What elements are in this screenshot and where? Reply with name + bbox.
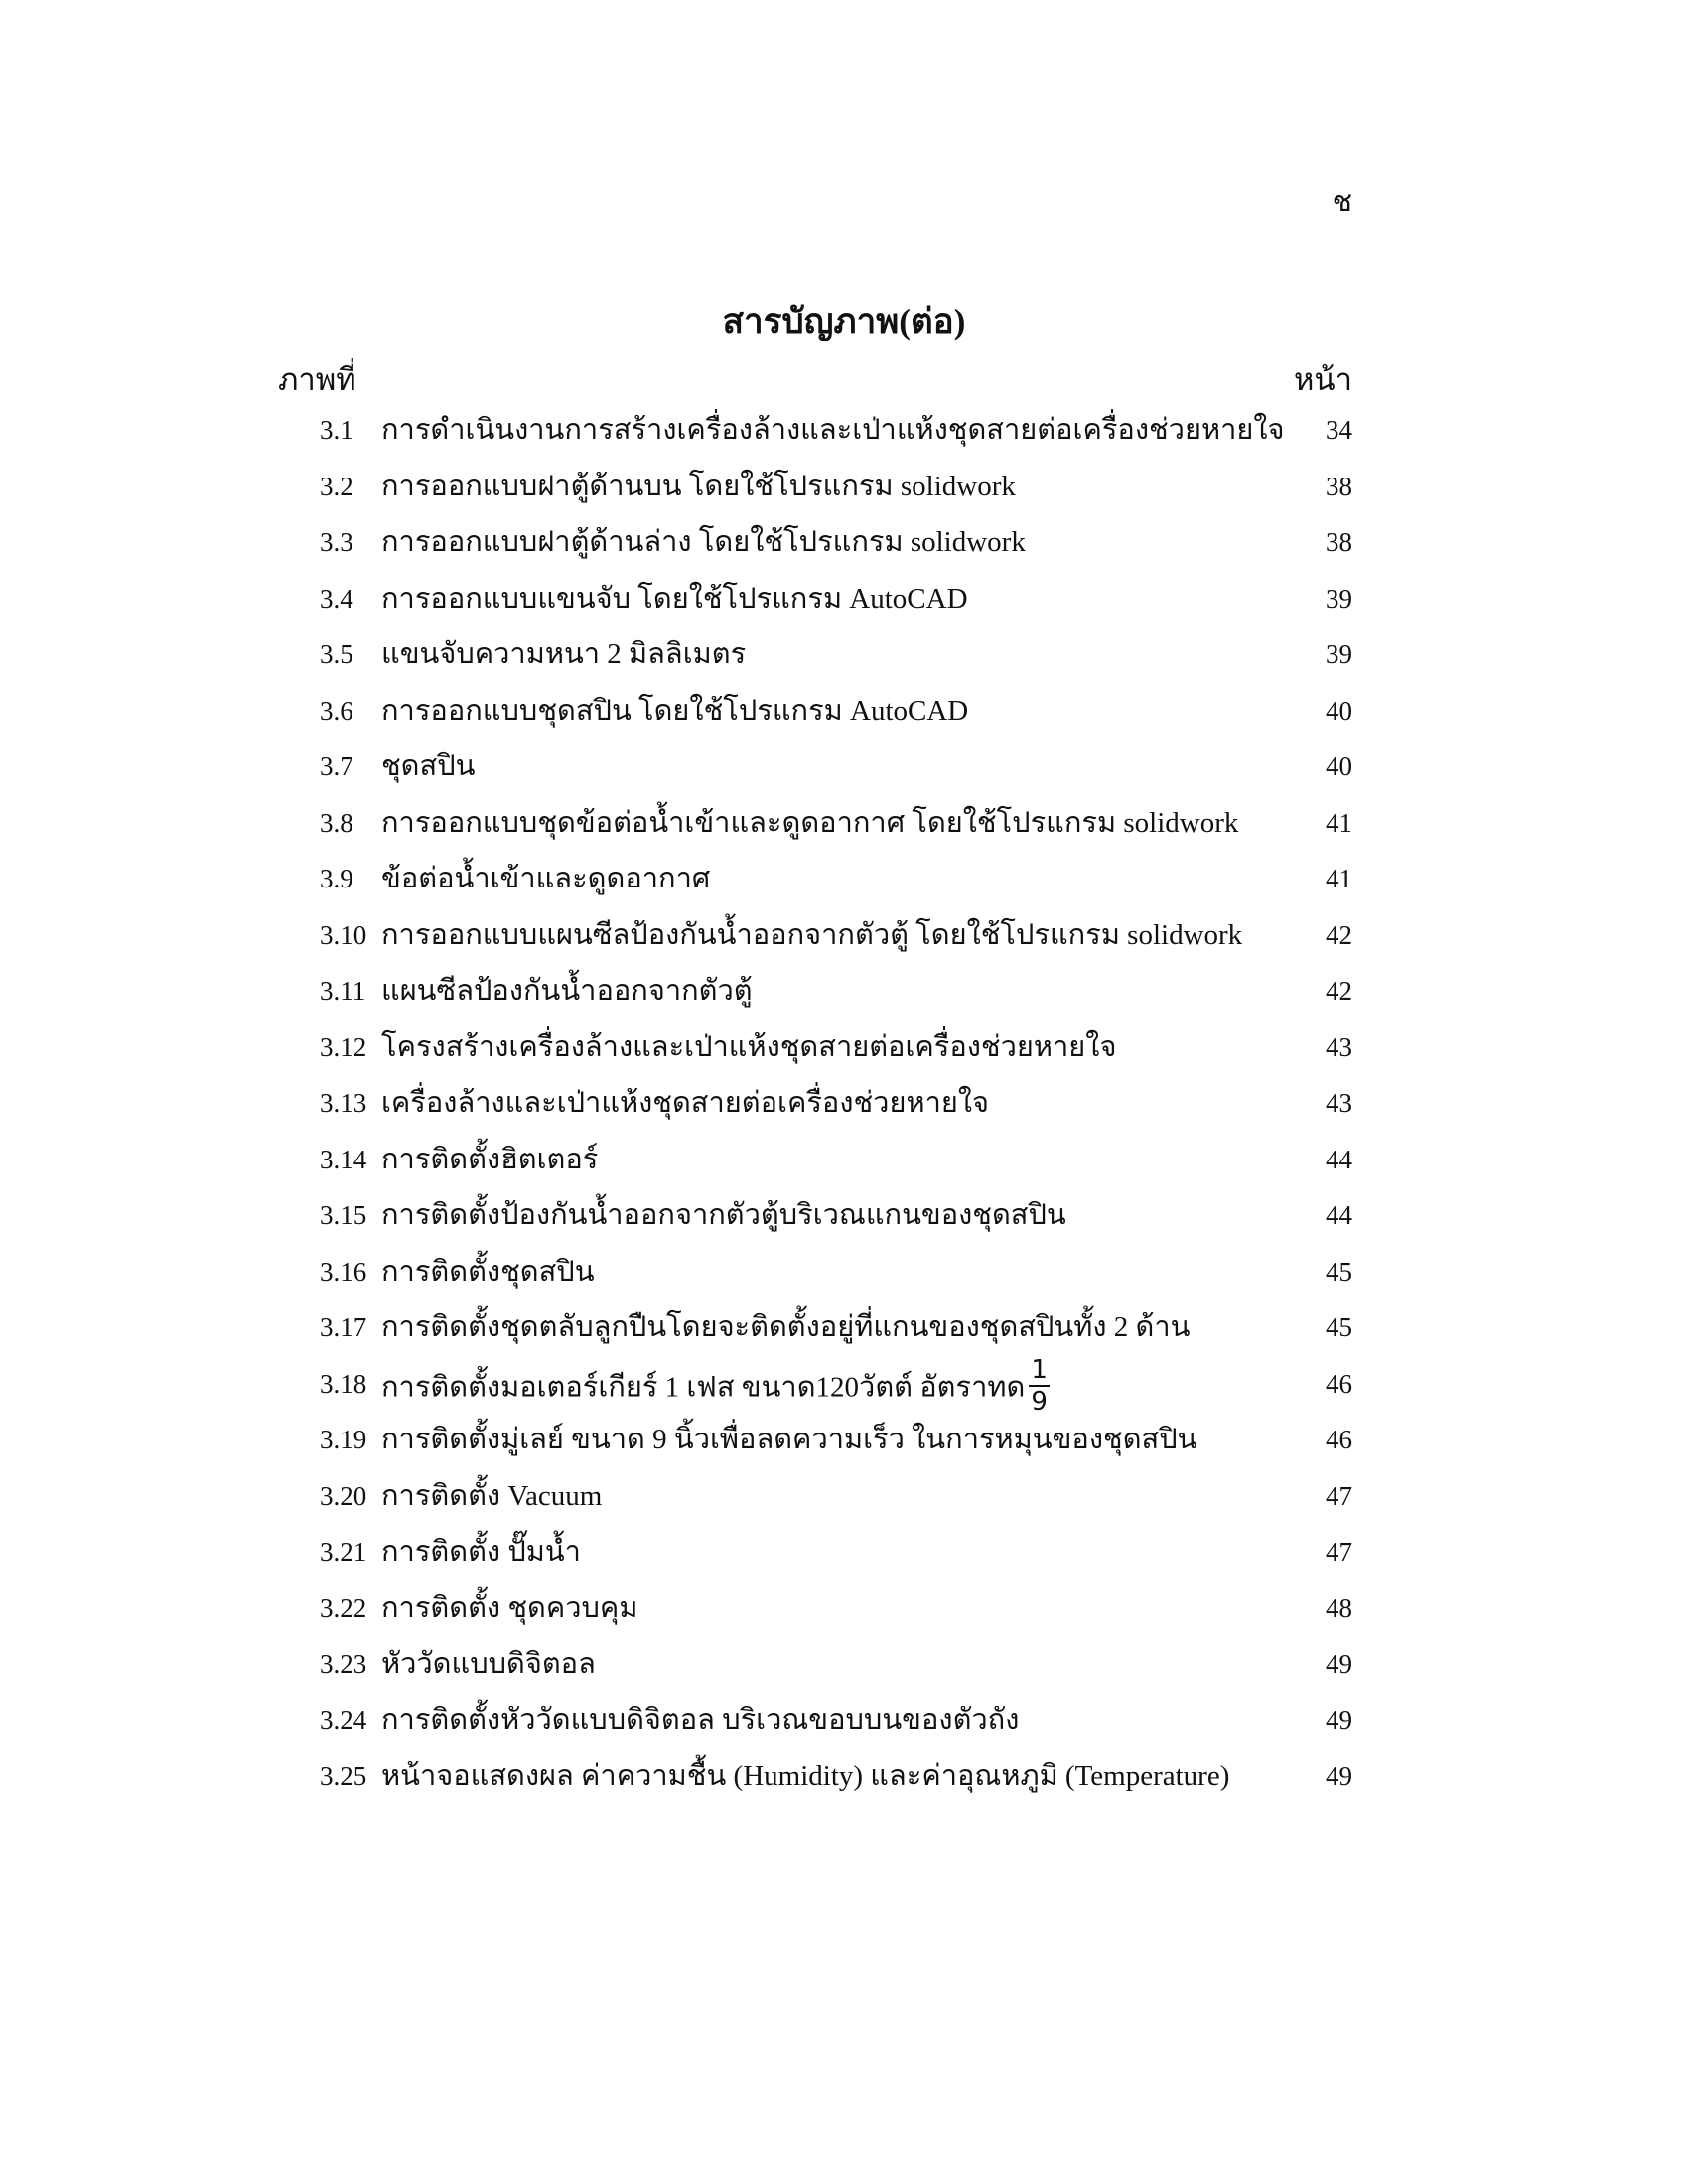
figure-number: 3.7	[320, 751, 353, 781]
figure-caption: การติดตั้ง ชุดควบคุม	[381, 1591, 638, 1624]
list-item	[320, 574, 1352, 630]
figure-number: 3.2	[320, 471, 353, 501]
figure-caption: การติดตั้งหัววัดแบบดิจิตอล บริเวณขอบบนของตัวถัง	[381, 1704, 1020, 1736]
figure-number: 3.25	[320, 1761, 367, 1791]
figure-caption: การออกแบบชุดข้อต่อน้ำเข้าและดูดอากาศ โดยใช้โปรแกรม solidwork	[381, 806, 1239, 839]
list-item	[320, 742, 1352, 798]
figure-number: 3.22	[320, 1592, 367, 1623]
figure-page: 38	[1326, 471, 1352, 501]
list-item	[320, 1696, 1352, 1752]
figure-page: 45	[1326, 1312, 1352, 1342]
figure-caption: หน้าจอแสดงผล ค่าความชื้น (Humidity) และค่าอุณหภูมิ (Temperature)	[381, 1760, 1230, 1792]
list-item	[320, 910, 1352, 967]
figure-caption: การติดตั้งป้องกันน้ำออกจากตัวตู้บริเวณแกนของชุดสปิน	[381, 1199, 1066, 1231]
figure-page: 42	[1326, 919, 1352, 950]
figure-number: 3.11	[320, 976, 366, 1006]
figure-caption: การติดตั้งชุดตลับลูกปืนโดยจะติดตั้งอยู่ที่แกนของชุดสปินทั้ง 2 ด้าน	[381, 1311, 1191, 1343]
figure-caption: การติดตั้งมอเตอร์เกียร์ 1 เฟส ขนาด120วัตต์ อัตราทด	[381, 1371, 1026, 1404]
figure-number: 3.16	[320, 1256, 367, 1287]
list-item	[320, 1302, 1352, 1359]
figure-page: 47	[1326, 1480, 1352, 1511]
figure-caption: การออกแบบแผนซีลป้องกันน้ำออกจากตัวตู้ โดยใช้โปรแกรม solidwork	[381, 918, 1243, 951]
figure-caption: การติดตั้งฮิตเตอร์	[381, 1143, 599, 1175]
list-item	[320, 686, 1352, 743]
figure-number: 3.8	[320, 807, 353, 838]
ratio-fraction	[1029, 1355, 1050, 1417]
fraction-numerator: 1	[1031, 1354, 1048, 1385]
figure-page: 43	[1326, 1031, 1352, 1062]
figure-caption: การออกแบบฝาตู้ด้านล่าง โดยใช้โปรแกรม solidwork	[381, 526, 1026, 558]
list-item	[320, 1639, 1352, 1696]
list-item	[320, 1023, 1352, 1079]
figure-caption: การติดตั้งชุดสปิน	[381, 1255, 595, 1288]
figure-caption: เครื่องล้างและเป่าแห้งชุดสายต่อเครื่องช่วยหายใจ	[381, 1087, 990, 1119]
list-item	[320, 1190, 1352, 1247]
figure-caption: การติดตั้ง Vacuum	[381, 1479, 603, 1512]
list-item	[320, 629, 1352, 686]
list-item	[320, 1354, 1352, 1417]
fraction-denominator: 9	[1031, 1386, 1048, 1417]
figure-page: 46	[1326, 1368, 1352, 1399]
figure-page: 39	[1326, 639, 1352, 669]
list-item	[320, 966, 1352, 1023]
figure-number: 3.4	[320, 583, 353, 614]
figure-caption: โครงสร้างเครื่องล้างและเป่าแห้งชุดสายต่อเครื่องช่วยหายใจ	[381, 1030, 1117, 1063]
figure-number: 3.3	[320, 527, 353, 557]
figure-page: 40	[1326, 751, 1352, 781]
figure-page: 41	[1326, 807, 1352, 838]
page-title: สารบัญภาพ(ต่อ)	[722, 302, 966, 341]
figure-number: 3.13	[320, 1088, 367, 1118]
figure-number: 3.10	[320, 919, 367, 950]
figure-page: 47	[1326, 1537, 1352, 1567]
figure-page: 43	[1326, 1088, 1352, 1118]
figure-caption: หัววัดแบบดิจิตอล	[381, 1648, 596, 1680]
page-number: ช	[1332, 186, 1352, 218]
figure-caption: แผนซีลป้องกันน้ำออกจากตัวตู้	[381, 975, 753, 1007]
figure-caption: การดำเนินงานการสร้างเครื่องล้างและเป่าแห้งชุดสายต่อเครื่องช่วยหายใจ	[381, 414, 1285, 446]
column-header-page: หน้า	[1293, 362, 1352, 397]
figure-page: 44	[1326, 1144, 1352, 1174]
figure-number: 3.12	[320, 1031, 367, 1062]
figure-page: 49	[1326, 1705, 1352, 1735]
list-item	[320, 462, 1352, 518]
figure-caption-with-fraction	[381, 1354, 1050, 1421]
column-header-figure: ภาพที่	[278, 362, 356, 397]
figure-number: 3.1	[320, 415, 353, 445]
figure-caption: การติดตั้งมู่เลย์ ขนาด 9 นิ้วเพื่อลดความเร็ว ในการหมุนของชุดสปิน	[381, 1424, 1197, 1455]
figure-number: 3.5	[320, 639, 353, 669]
figure-caption: ชุดสปิน	[381, 751, 476, 782]
figure-caption: ข้อต่อน้ำเข้าและดูดอากาศ	[381, 863, 711, 894]
list-item	[320, 798, 1352, 855]
figure-page: 44	[1326, 1200, 1352, 1230]
figure-page: 40	[1326, 695, 1352, 726]
figure-number: 3.9	[320, 864, 353, 893]
figure-page: 39	[1326, 583, 1352, 614]
figure-caption: การติดตั้ง ปั๊มน้ำ	[381, 1536, 581, 1568]
figure-caption: การออกแบบฝาตู้ด้านบน โดยใช้โปรแกรม solidwork	[381, 470, 1016, 502]
figure-page: 46	[1326, 1425, 1352, 1454]
list-item	[320, 1471, 1352, 1528]
list-item	[320, 1247, 1352, 1303]
figure-page: 49	[1326, 1649, 1352, 1679]
figure-number: 3.17	[320, 1312, 367, 1342]
figure-page: 42	[1326, 976, 1352, 1006]
figure-number: 3.18	[320, 1368, 367, 1399]
figure-page: 38	[1326, 527, 1352, 557]
list-item	[320, 1527, 1352, 1583]
figure-list	[320, 405, 1352, 1808]
list-item	[320, 1078, 1352, 1135]
figure-number: 3.21	[320, 1537, 367, 1567]
list-item	[320, 1135, 1352, 1191]
list-item	[320, 1583, 1352, 1640]
list-item	[320, 405, 1352, 462]
figure-page: 48	[1326, 1592, 1352, 1623]
figure-page: 34	[1326, 415, 1352, 445]
figure-page: 49	[1326, 1761, 1352, 1791]
list-item	[320, 517, 1352, 574]
figure-number: 3.14	[320, 1144, 367, 1174]
figure-number: 3.15	[320, 1200, 367, 1230]
figure-number: 3.19	[320, 1425, 367, 1454]
figure-page: 41	[1326, 864, 1352, 893]
figure-caption: การออกแบบแขนจับ โดยใช้โปรแกรม AutoCAD	[381, 582, 968, 614]
figure-number: 3.24	[320, 1705, 367, 1735]
figure-number: 3.6	[320, 695, 353, 726]
figure-page: 45	[1326, 1256, 1352, 1287]
list-item	[320, 854, 1352, 910]
figure-number: 3.20	[320, 1480, 367, 1511]
list-item	[320, 1751, 1352, 1808]
figure-caption: แขนจับความหนา 2 มิลลิเมตร	[381, 638, 747, 670]
figure-number: 3.23	[320, 1649, 367, 1679]
figure-caption: การออกแบบชุดสปิน โดยใช้โปรแกรม AutoCAD	[381, 694, 969, 727]
list-item	[320, 1415, 1352, 1471]
